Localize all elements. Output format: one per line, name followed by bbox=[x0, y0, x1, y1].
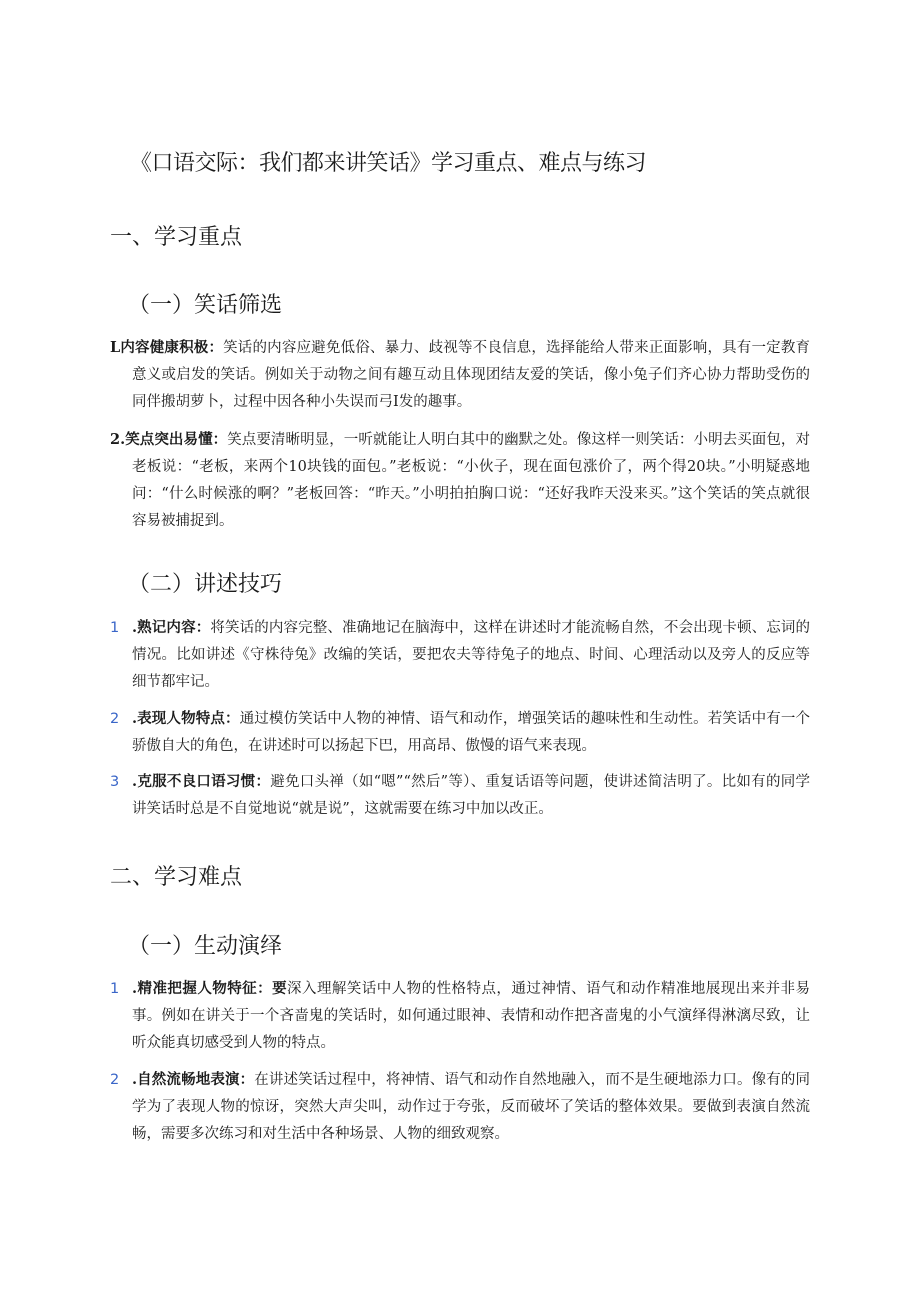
list-item bbox=[110, 614, 810, 696]
item-label: .熟记内容： bbox=[132, 619, 211, 636]
item-text: 深入理解笑话中人物的性格特点，通过神情、语气和动作精准地展现出来并非易事。例如在讲关于一个吝啬鬼的笑话时，如何通过眼神、表情和动作把吝啬鬼的小气演绎得淋漓尽致，让听众能真切感受到人物的特点。 bbox=[132, 981, 810, 1051]
item-label: .表现人物特点： bbox=[132, 710, 240, 727]
item-number: 2. bbox=[110, 431, 126, 448]
document-title: 《口语交际：我们都来讲笑话》学习重点、难点与练习 bbox=[130, 151, 647, 176]
item-label: 内容健康积极： bbox=[120, 339, 224, 356]
list-item bbox=[110, 768, 810, 823]
list-item bbox=[110, 426, 810, 535]
item-number: L bbox=[110, 339, 121, 356]
item-text: 笑点要清晰明显，一听就能让人明白其中的幽默之处。像这样一则笑话：小明去买面包，对老板说：“老板，来两个10块钱的面包。”老板说：“小伙子，现在面包涨价了，两个得20块。”小明疑惑地问：“什么时候涨的啊？”老板回答：“昨天。”小明拍拍胸口说：“还好我昨天没来买。”这个笑话的笑点就很容易被捕捉到。 bbox=[132, 432, 811, 529]
item-text: 将笑话的内容完整、准确地记在脑海中，这样在讲述时才能流畅自然，不会出现卡顿、忘词的情况。比如讲述《守株待兔》改编的笑话，要把农夫等待兔子的地点、时间、心理活动以及旁人的反应等细节都牢记。 bbox=[132, 620, 810, 690]
section-heading-difficulties: 二、学习难点 bbox=[110, 865, 243, 890]
list-item bbox=[110, 975, 810, 1057]
item-text: 在讲述笑话过程中，将神情、语气和动作自然地融入，而不是生硬地添力口。像有的同学为了表现人物的惊讶，突然大声尖叫，动作过于夸张，反而破坏了笑话的整体效果。要做到表演自然流畅，需要多次练习和对生活中各种场景、人物的细致观察。 bbox=[132, 1072, 810, 1142]
item-label: .克服不良口语习惯： bbox=[132, 773, 271, 790]
item-label: .精准把握人物特征：要 bbox=[132, 980, 288, 997]
item-number: 2 bbox=[110, 1072, 120, 1088]
list-item bbox=[110, 334, 810, 416]
subsection-heading-joke-selection: （一）笑话筛选 bbox=[128, 293, 283, 318]
item-number: 1 bbox=[110, 981, 120, 997]
item-text: 笑话的内容应避免低俗、暴力、歧视等不良信息，选择能给人带来正面影响，具有一定教育意义或启发的笑话。例如关于动物之间有趣互动且体现团结友爱的笑话，像小兔子们齐心协力帮助受伤的同伴搬胡萝卜，过程中因各种小失误而弓I发的趣事。 bbox=[132, 340, 811, 410]
item-number: 3 bbox=[110, 774, 120, 790]
list-item bbox=[110, 705, 810, 760]
item-label: 笑点突出易懂： bbox=[125, 431, 228, 448]
item-text: 避免口头禅（如“嗯”“然后”等）、重复话语等问题，使讲述简洁明了。比如有的同学讲笑话时总是不自觉地说“就是说”，这就需要在练习中加以改正。 bbox=[132, 774, 810, 817]
item-number: 1 bbox=[110, 620, 120, 636]
item-number: 2 bbox=[110, 711, 120, 727]
subsection-heading-vivid-performance: （一）生动演绎 bbox=[128, 934, 283, 959]
item-text: 通过模仿笑话中人物的神情、语气和动作，增强笑话的趣味性和生动性。若笑话中有一个骄傲自大的角色，在讲述时可以扬起下巴，用高昂、傲慢的语气来表现。 bbox=[132, 711, 810, 754]
subsection-heading-narration-skills: （二）讲述技巧 bbox=[128, 572, 283, 597]
section-heading-key-points: 一、学习重点 bbox=[110, 225, 243, 250]
list-item bbox=[110, 1066, 810, 1148]
item-label: .自然流畅地表演： bbox=[132, 1071, 255, 1088]
